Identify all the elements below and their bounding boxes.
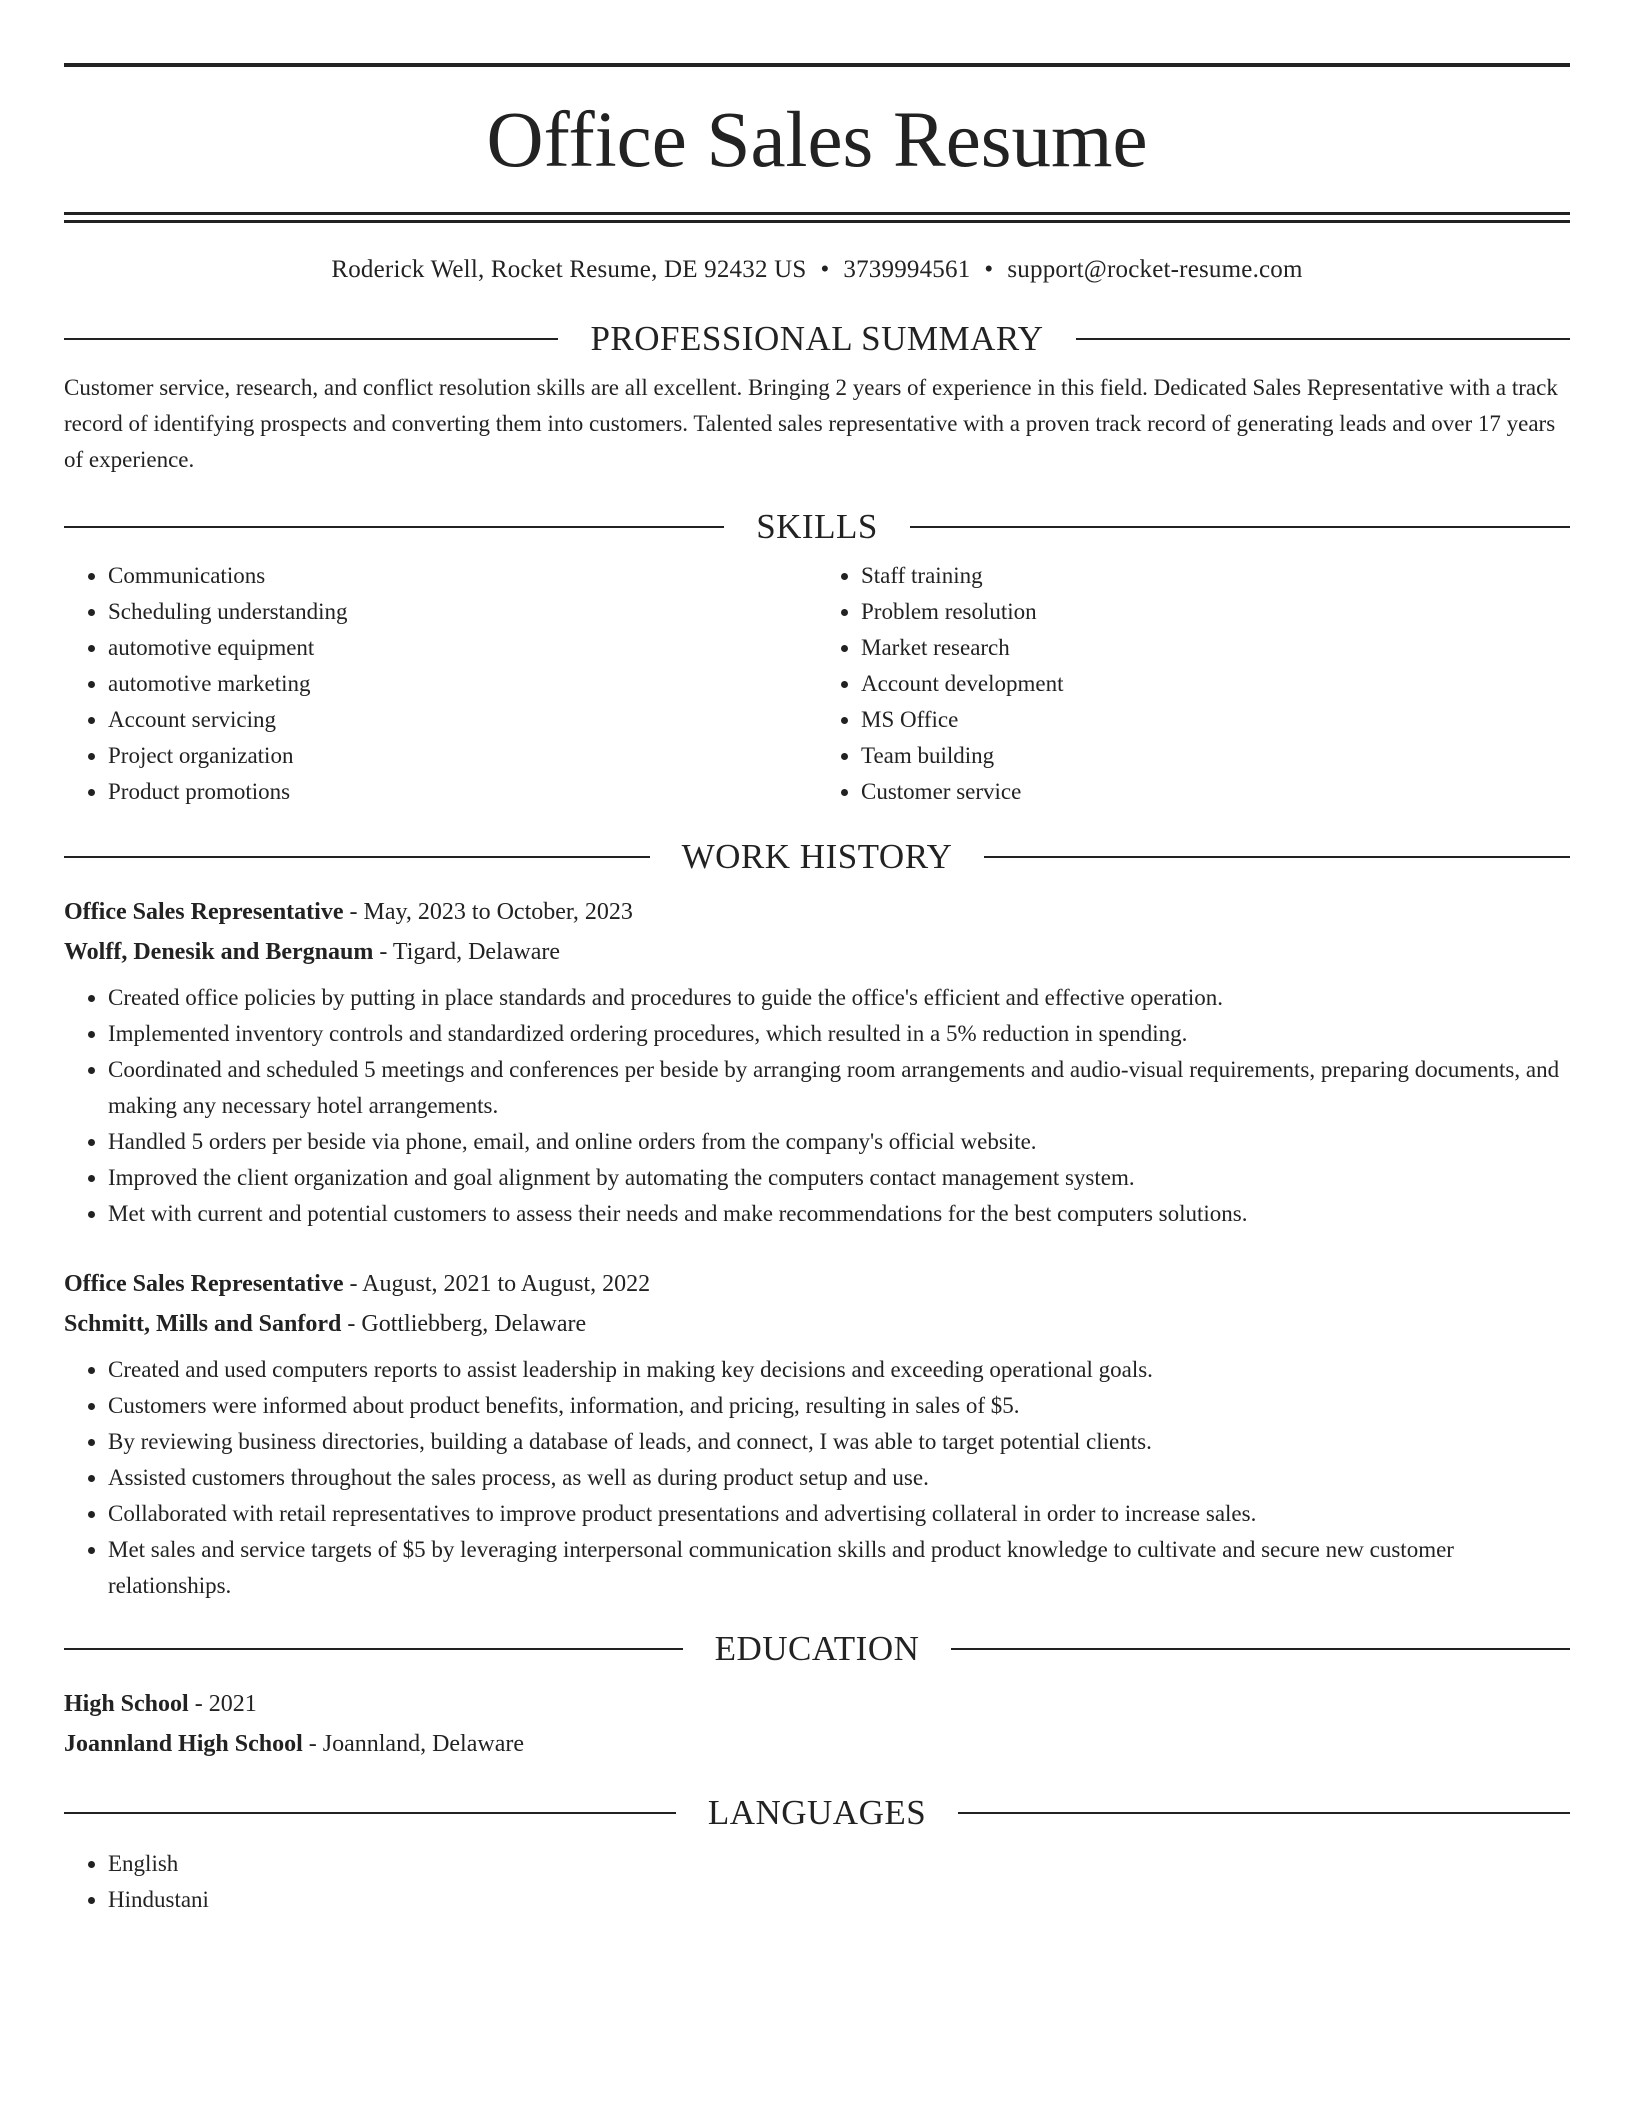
section-title-work: WORK HISTORY <box>681 837 953 876</box>
job-bullet: • Customers were informed about product benefits, information, and pricing, resulting in sales of $5. <box>108 1388 1570 1424</box>
job-bullet: • Coordinated and scheduled 5 meetings and conferences per beside by arranging room arrangements and audio-visual requirements, preparing documents, and making any necessary hotel arrangements. <box>108 1052 1570 1124</box>
section-header-skills <box>64 506 1570 548</box>
job-role: Office Sales Representative <box>64 899 344 925</box>
job-entry <box>64 892 1570 1232</box>
job-location: - Gottliebberg, Delaware <box>341 1311 587 1337</box>
skill-item: • Problem resolution <box>861 594 1570 630</box>
skills-column-right <box>817 558 1570 810</box>
section-rule-left <box>64 526 724 528</box>
contact-address: Roderick Well, Rocket Resume, DE 92432 US <box>331 256 807 283</box>
contact-phone[interactable]: 3739994561 <box>843 256 971 283</box>
contact-separator: • <box>820 256 830 283</box>
education-year: - 2021 <box>188 1691 257 1717</box>
job-bullet: • Collaborated with retail representatives to improve product presentations and advertising collateral in order to increase sales. <box>108 1496 1570 1532</box>
job-title-line <box>64 892 1570 932</box>
skill-item: • Staff training <box>861 558 1570 594</box>
section-rule-left <box>64 1812 676 1814</box>
section-rule-right <box>910 526 1570 528</box>
skill-item: • automotive marketing <box>108 666 817 702</box>
job-bullets <box>64 1352 1570 1604</box>
job-bullet: • Met sales and service targets of $5 by leveraging interpersonal communication skills and product knowledge to cultivate and secure new customer relationships. <box>108 1532 1570 1604</box>
resume-title: Office Sales Resume <box>486 97 1148 184</box>
section-rule-left <box>64 338 558 340</box>
section-rule-left <box>64 1648 683 1650</box>
skill-item: • Communications <box>108 558 817 594</box>
skills-column-left <box>64 558 817 810</box>
language-item: • English <box>108 1846 1570 1882</box>
section-header-work <box>64 836 1570 878</box>
education-location: - Joannland, Delaware <box>302 1731 525 1757</box>
skill-item: • Account development <box>861 666 1570 702</box>
section-title-summary: PROFESSIONAL SUMMARY <box>590 319 1044 358</box>
section-rule-right <box>984 856 1570 858</box>
job-company-line <box>64 932 1570 972</box>
section-header-languages <box>64 1792 1570 1834</box>
skill-item: • Project organization <box>108 738 817 774</box>
section-title-languages: LANGUAGES <box>707 1793 927 1832</box>
job-company-line <box>64 1304 1570 1344</box>
summary-text: Customer service, research, and conflict resolution skills are all excellent. Bringing 2 years of experience in this field. Dedicated Sales Representative with a track record of identifying prospects and converting them into customers. Talented sales representative with a proven track record of generating leads and over 17 years of experience. <box>64 375 1558 472</box>
section-header-summary <box>64 318 1570 360</box>
job-role: Office Sales Representative <box>64 1271 344 1297</box>
contact-separator: • <box>984 256 994 283</box>
job-bullets <box>64 980 1570 1232</box>
section-title-education: EDUCATION <box>714 1629 920 1668</box>
skill-item: • MS Office <box>861 702 1570 738</box>
skill-item: • automotive equipment <box>108 630 817 666</box>
section-rule-right <box>958 1812 1570 1814</box>
skill-item: • Customer service <box>861 774 1570 810</box>
job-company: Schmitt, Mills and Sanford <box>64 1311 342 1337</box>
job-bullet: • By reviewing business directories, building a database of leads, and connect, I was able to target potential clients. <box>108 1424 1570 1460</box>
job-dates: - May, 2023 to October, 2023 <box>343 899 633 925</box>
job-bullet: • Met with current and potential customers to assess their needs and make recommendations for the best computers solutions. <box>108 1196 1570 1232</box>
education-school: Joannland High School <box>64 1731 303 1757</box>
section-header-education <box>64 1628 1570 1670</box>
skill-item: • Team building <box>861 738 1570 774</box>
education-school-line <box>64 1724 1570 1764</box>
skill-item: • Product promotions <box>108 774 817 810</box>
contact-email[interactable]: support@rocket-resume.com <box>1007 256 1303 283</box>
job-bullet: • Created office policies by putting in place standards and procedures to guide the office's efficient and effective operation. <box>108 980 1570 1016</box>
resume-page <box>64 0 1570 1918</box>
skill-item: • Scheduling understanding <box>108 594 817 630</box>
section-rule-right <box>951 1648 1570 1650</box>
job-bullet: • Improved the client organization and goal alignment by automating the computers contact management system. <box>108 1160 1570 1196</box>
education-degree-line <box>64 1684 1570 1724</box>
title-rule-lower <box>64 220 1570 223</box>
skill-item: • Account servicing <box>108 702 817 738</box>
section-title-skills: SKILLS <box>756 507 878 546</box>
skill-item: • Market research <box>861 630 1570 666</box>
job-location: - Tigard, Delaware <box>373 939 560 965</box>
job-bullet: • Created and used computers reports to assist leadership in making key decisions and exceeding operational goals. <box>108 1352 1570 1388</box>
contact-line <box>64 256 1570 284</box>
education-degree: High School <box>64 1691 189 1717</box>
job-dates: - August, 2021 to August, 2022 <box>343 1271 651 1297</box>
education-entry <box>64 1684 1570 1764</box>
job-entry <box>64 1264 1570 1604</box>
job-title-line <box>64 1264 1570 1304</box>
skills-list <box>64 558 1570 810</box>
job-bullet: • Assisted customers throughout the sales process, as well as during product setup and use. <box>108 1460 1570 1496</box>
language-item: • Hindustani <box>108 1882 1570 1918</box>
languages-list <box>64 1846 1570 1918</box>
section-rule-left <box>64 856 650 858</box>
job-bullet: • Handled 5 orders per beside via phone, email, and online orders from the company's official website. <box>108 1124 1570 1160</box>
job-bullet: • Implemented inventory controls and standardized ordering procedures, which resulted in a 5% reduction in spending. <box>108 1016 1570 1052</box>
job-company: Wolff, Denesik and Bergnaum <box>64 939 374 965</box>
section-rule-right <box>1076 338 1570 340</box>
title-rule-upper <box>64 212 1570 215</box>
top-rule <box>64 63 1570 67</box>
